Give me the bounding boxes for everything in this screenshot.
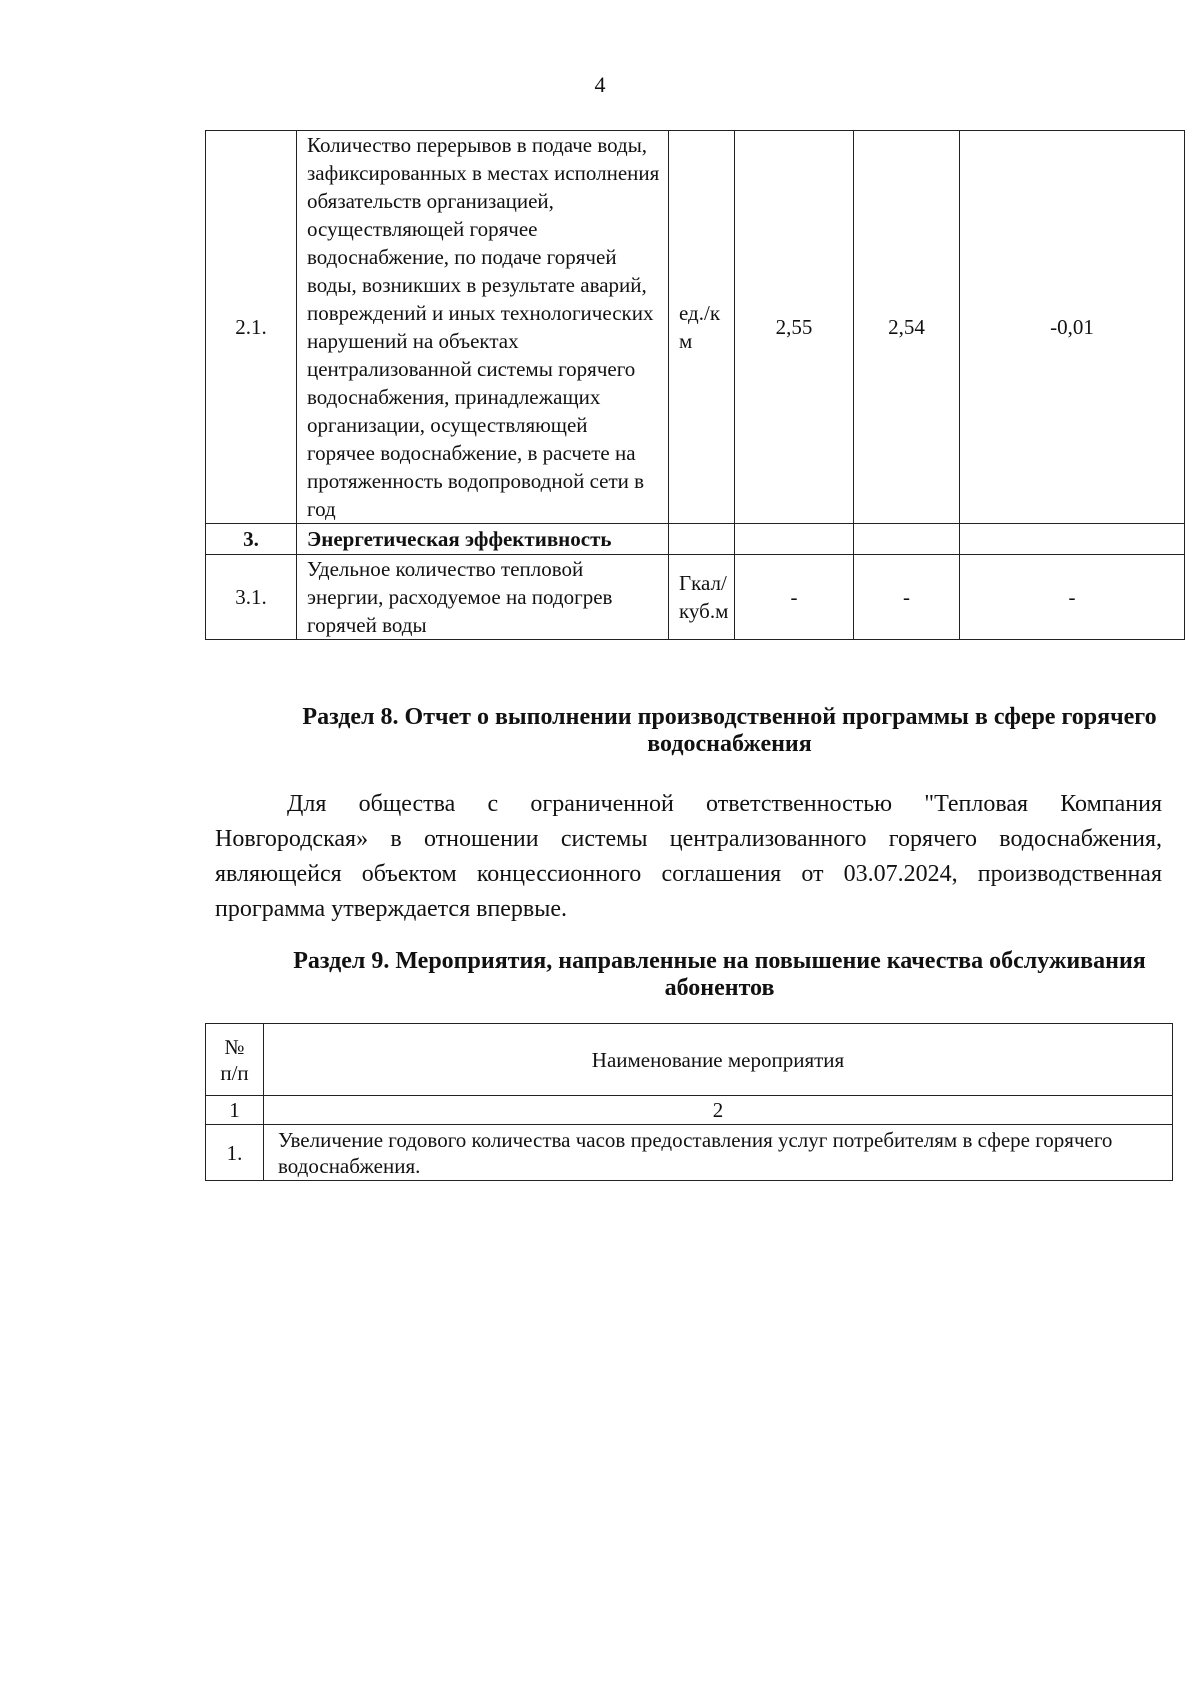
indicators-table — [205, 130, 1185, 640]
measure-name: Увеличение годового количества часов предоставления услуг потребителям в сфере горячего водоснабжения. — [264, 1125, 1173, 1181]
measures-table — [205, 1023, 1173, 1181]
table-header-row — [206, 1024, 1173, 1096]
table-row — [206, 524, 1185, 555]
fact-value: 2,54 — [854, 131, 960, 524]
indicator-name: Количество перерывов в подаче воды, зафиксированных в местах исполнения обязательств организацией, осуществляющей горячее водоснабжение, по подаче горячей воды, возникших в результате аварий, повреждений и иных технологических нарушений на объектах централизованной системы горячего водоснабжения, принадлежащих организации, осуществляющей горячее водоснабжение, в расчете на протяженность водопроводной сети в год — [297, 131, 669, 524]
indicator-name: Энергетическая эффективность — [297, 524, 669, 555]
plan-value: 2,55 — [735, 131, 854, 524]
section-8-title: Раздел 8. Отчет о выполнении производственной программы в сфере горячего водоснабжения — [302, 704, 1157, 757]
table-row — [206, 1125, 1173, 1181]
row-number: 2.1. — [206, 131, 297, 524]
index-number: 1 — [206, 1096, 264, 1125]
fact-value: - — [854, 555, 960, 640]
row-number: 1. — [206, 1125, 264, 1181]
row-number: 3.1. — [206, 555, 297, 640]
header-name: Наименование мероприятия — [264, 1024, 1173, 1096]
index-name: 2 — [264, 1096, 1173, 1125]
deviation-value: - — [960, 555, 1185, 640]
section-8-paragraph: Для общества с ограниченной ответственностью "Тепловая Компания Новгородская» в отношении системы централизованного горячего водоснабжения, являющейся объектом концессионного соглашения от 03.07.2024, производственная программа утверждается впервые. — [215, 791, 1162, 922]
deviation-value: -0,01 — [960, 131, 1185, 524]
table-row — [206, 555, 1185, 640]
section-9-title: Раздел 9. Мероприятия, направленные на повышение качества обслуживания абонентов — [293, 948, 1146, 1001]
deviation-value — [960, 524, 1185, 555]
unit: ед./км — [669, 131, 735, 524]
plan-value: - — [735, 555, 854, 640]
header-number: № п/п — [206, 1024, 264, 1096]
fact-value — [854, 524, 960, 555]
plan-value — [735, 524, 854, 555]
unit: Гкал/куб.м — [669, 555, 735, 640]
table-index-row — [206, 1096, 1173, 1125]
row-number: 3. — [206, 524, 297, 555]
table-row — [206, 131, 1185, 524]
page-number: 4 — [594, 72, 606, 97]
indicator-name: Удельное количество тепловой энергии, расходуемое на подогрев горячей воды — [297, 555, 669, 640]
unit — [669, 524, 735, 555]
